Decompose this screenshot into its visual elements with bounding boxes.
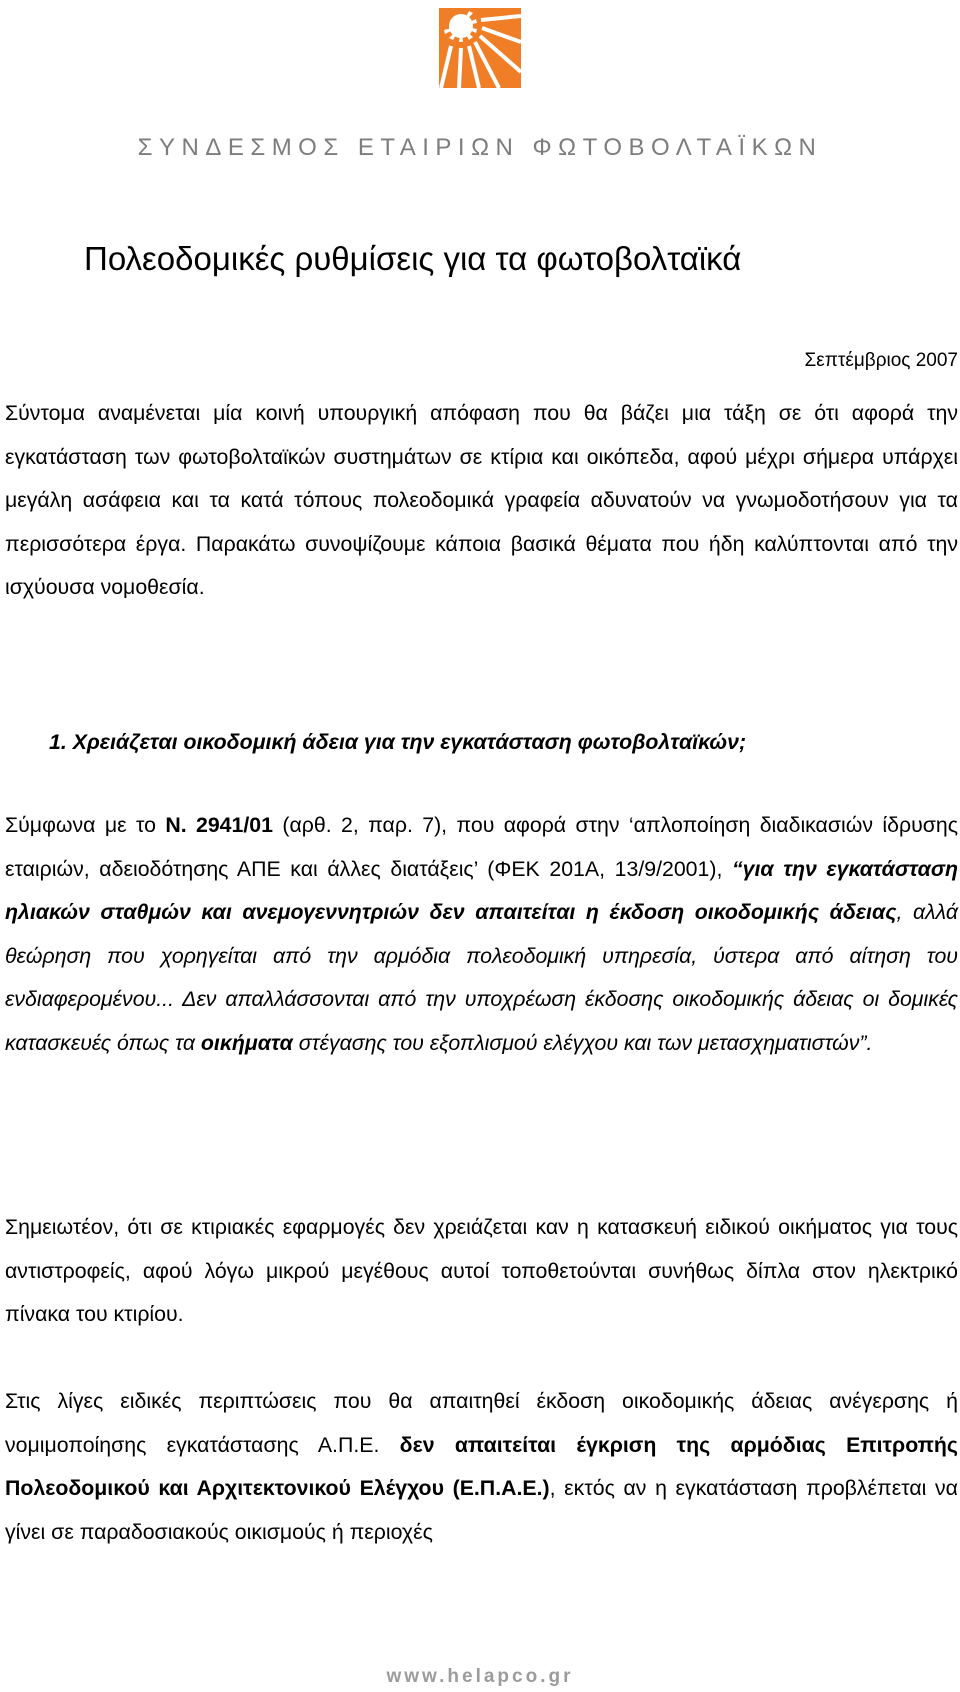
document-date: Σεπτέμβριος 2007 [804,350,958,371]
org-name: ΣΥΝΔΕΣΜΟΣ ΕΤΑΙΡΙΩΝ ΦΩΤΟΒΟΛΤΑΪΚΩΝ [137,134,823,161]
section-heading [49,730,746,755]
law-quote-buildings: οικήματα [200,1030,293,1055]
special-cases-paragraph [5,1380,958,1554]
law-reference: Ν. 2941/01 [165,813,273,837]
special-cases-text-a: Στις λίγες ειδικές περιπτώσεις που θα απαιτηθεί έκδοση οικοδομικής άδειας ανέγερσης ή νομιμοποίησης εγκατάστασης Α.Π.Ε. [5,1389,958,1457]
law-text-a: Σύμφωνα με το [5,813,166,837]
law-quote-emphasis: “για την εγκατάσταση ηλιακών σταθμών και ανεμογεννητριών δεν απαιτείται η έκδοση οικοδομικής άδειας [5,856,959,925]
law-quote-end: στέγασης του εξοπλισμού ελέγχου και των μετασχηματιστών”. [292,1030,873,1055]
footer-website: www.helapco.gr [386,1666,574,1687]
section-number: 1. [49,730,67,754]
intro-paragraph: Σύντομα αναμένεται μία κοινή υπουργική απόφαση που θα βάζει μια τάξη σε ότι αφορά την εγκατάσταση των φωτοβολταϊκών συστημάτων σε κτίρια και οικόπεδα, αφού μέχρι σήμερα υπάρχει μεγάλη ασάφεια και τα κατά τόπους πολεοδομικά γραφεία αδυνατούν να γνωμοδοτήσουν για τα περισσότερα έργα. Παρακάτω συνοψίζουμε κάποια βασικά θέματα που ήδη καλύπτονται από την ισχύουσα νομοθεσία. [5,401,958,600]
special-cases-text-c: , εκτός αν η εγκατάσταση προβλέπεται να γίνει σε παραδοσιακούς οικισμούς ή περιοχές [5,1476,958,1544]
law-quote-text: , αλλά θεώρηση που χορηγείται από την αρμόδια πολεοδομική υπηρεσία, ύστερα από αίτηση του ενδιαφερομένου... Δεν απαλλάσσονται από την υποχρέωση έκδοσης οικοδομικής άδειας οι δομικές κατασκευές όπως τα [5,900,958,1055]
law-paragraph [5,804,958,1066]
sun-logo-icon [439,8,521,88]
special-cases-emphasis: δεν απαιτείται έγκριση της αρμόδιας Επιτροπής Πολεοδομικού και Αρχιτεκτονικού Ελέγχου (Ε.Π.Α.Ε.) [5,1432,958,1501]
document-title: Πολεοδομικές ρυθμίσεις για τα φωτοβολταϊκά [84,240,742,277]
section-heading-text: Χρειάζεται οικοδομική άδεια για την εγκατάσταση φωτοβολταϊκών; [72,730,747,754]
law-text-c: (αρθ. 2, παρ. 7), που αφορά στην ‘απλοποίηση διαδικασιών ίδρυσης εταιριών, αδειοδότησης ΑΠΕ και άλλες διατάξεις’ (ΦΕΚ 201Α, 13/9/2001), [5,813,958,881]
inverter-paragraph: Σημειωτέον, ότι σε κτιριακές εφαρμογές δεν χρειάζεται καν η κατασκευή ειδικού οικήματος για τους αντιστροφείς, αφού λόγω μικρού μεγέθους αυτοί τοποθετούνται συνήθως δίπλα στον ηλεκτρικό πίνακα του κτιρίου. [5,1215,958,1327]
